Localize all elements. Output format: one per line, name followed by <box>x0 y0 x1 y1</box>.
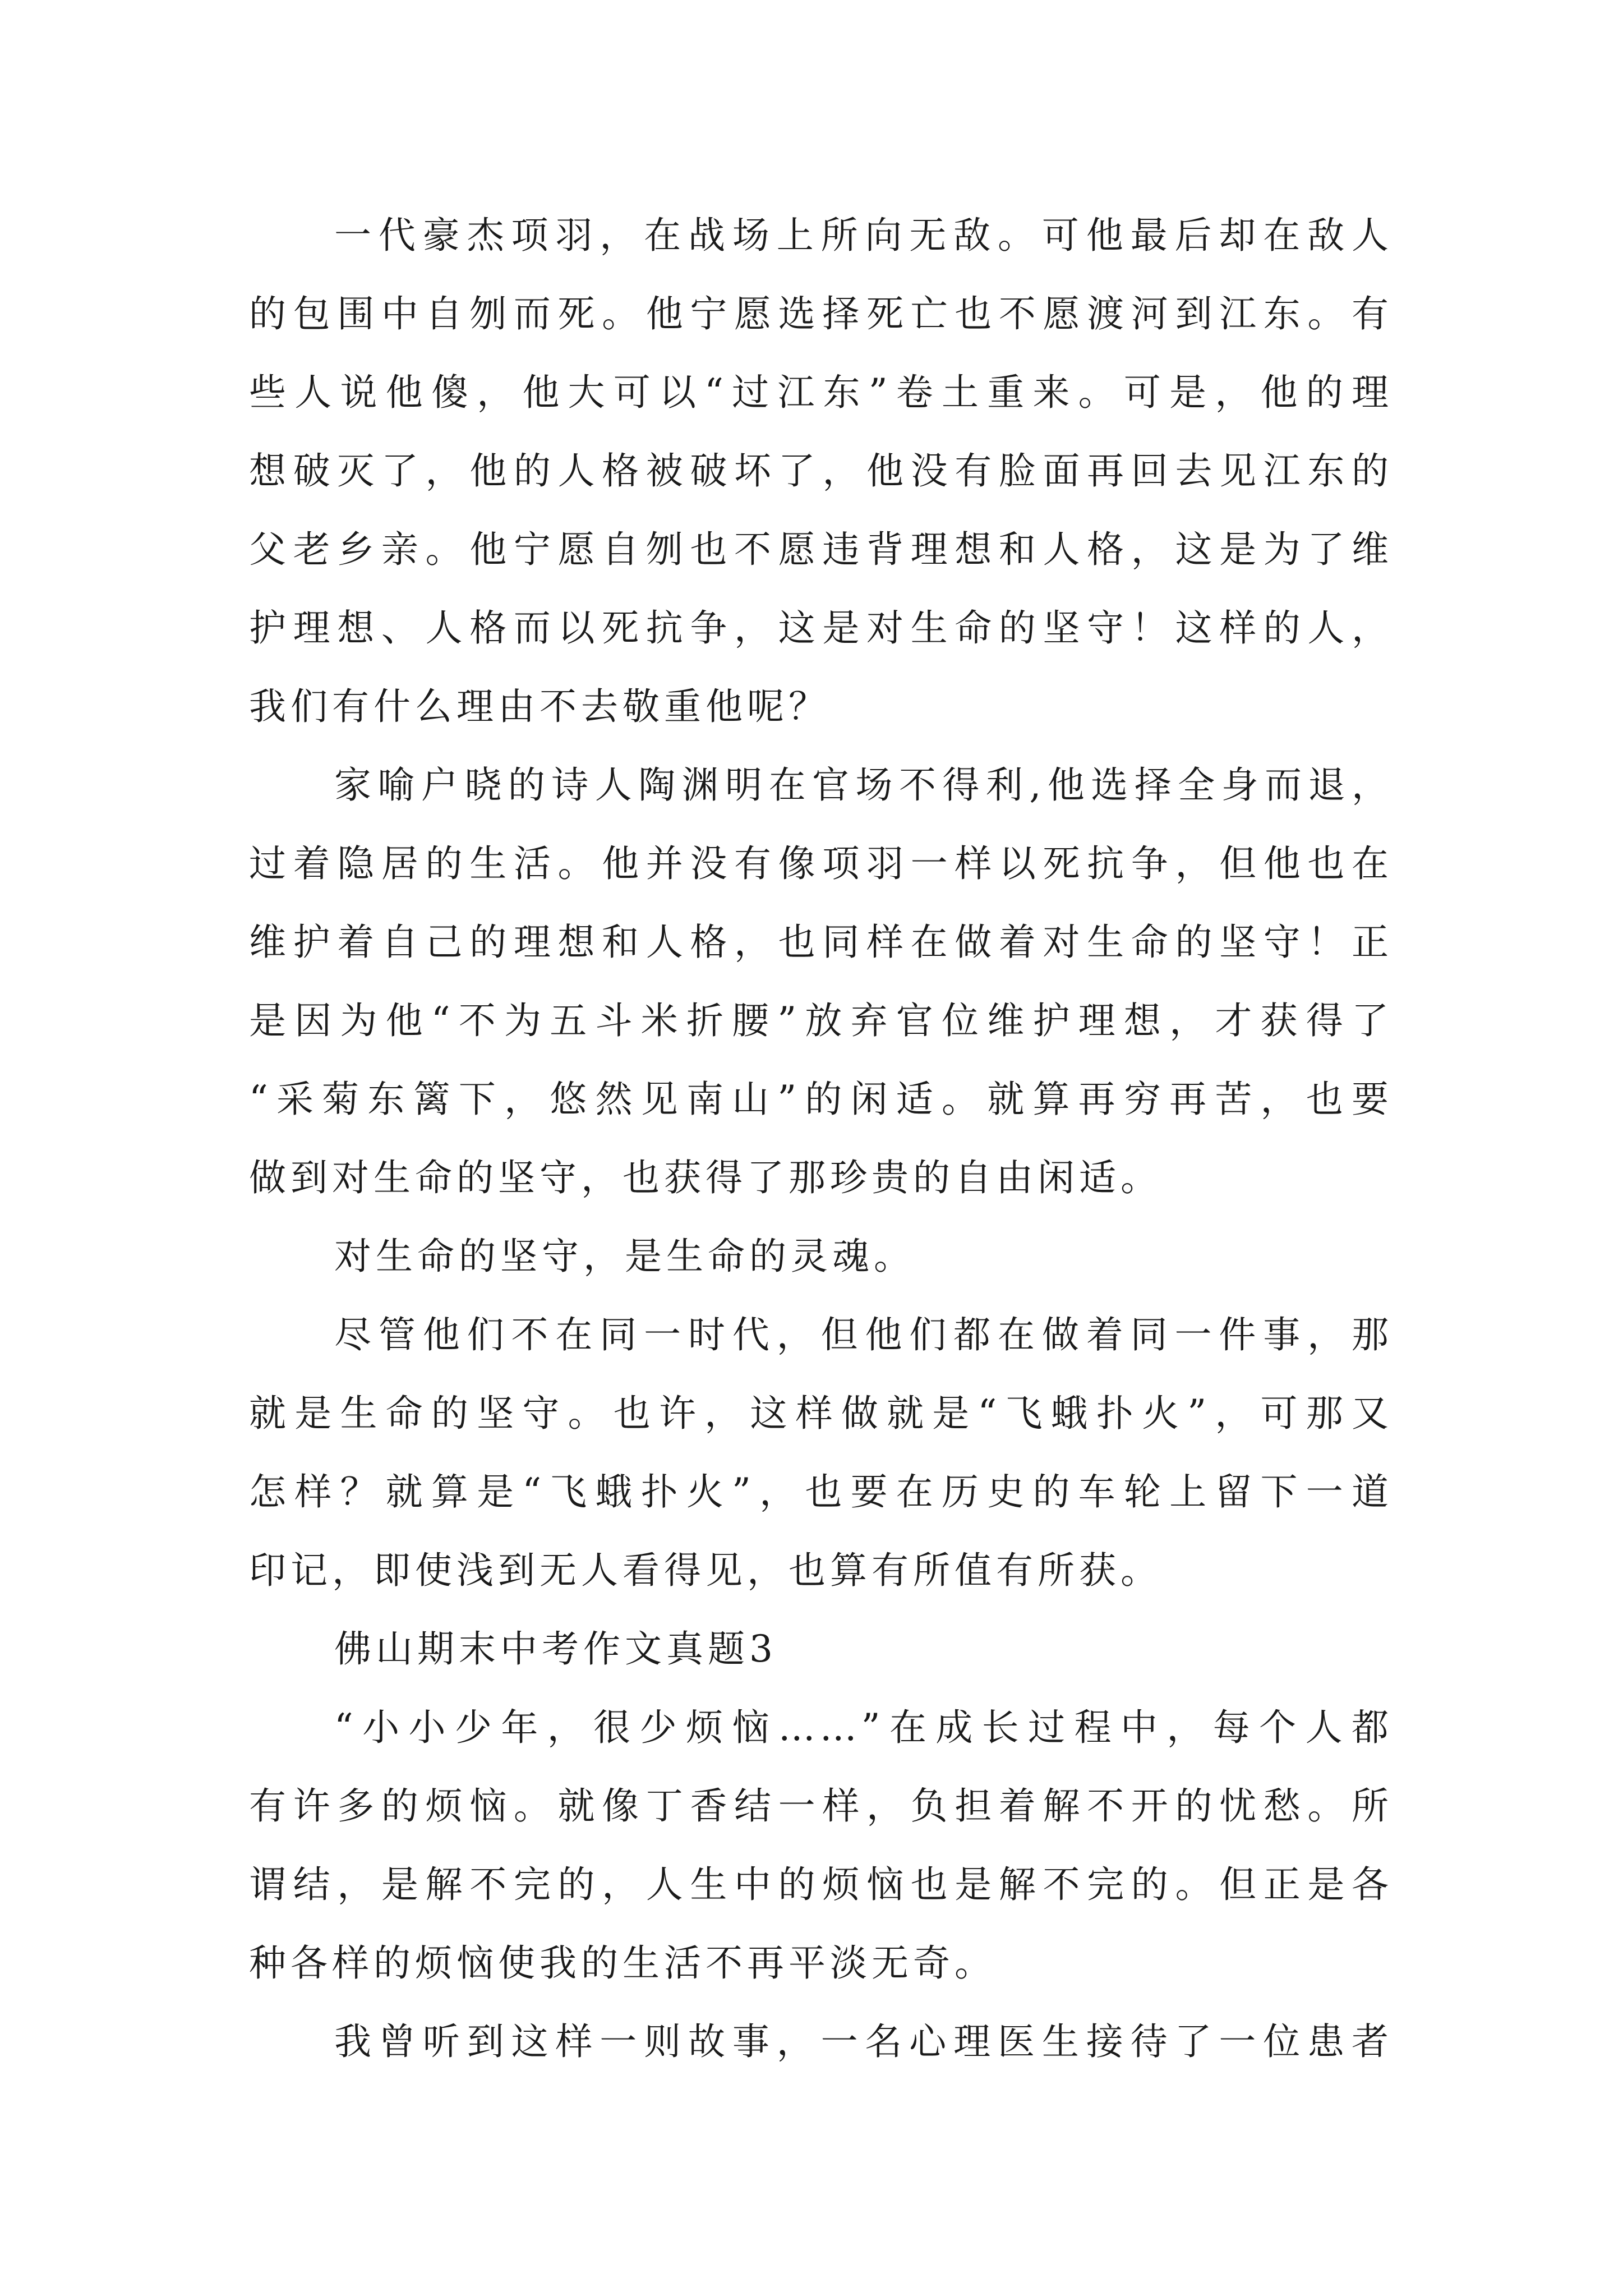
text-line: 种各样的烦恼使我的生活不再平淡无奇。 <box>249 1941 996 1985</box>
text-line: 谓结，是解不完的，人生中的烦恼也是解不完的。但正是各 <box>249 1863 1393 1906</box>
text-line: 过着隐居的生活。他并没有像项羽一样以死抗争，但他也在 <box>249 842 1393 885</box>
text-line: 尽管他们不在同一时代，但他们都在做着同一件事，那 <box>334 1313 1393 1356</box>
text-line: 想破灭了，他的人格被破坏了，他没有脸面再回去见江东的 <box>249 449 1393 493</box>
text-line: 有许多的烦恼。就像丁香结一样，负担着解不开的忧愁。所 <box>249 1784 1393 1828</box>
text-line: 印记，即使浅到无人看得见，也算有所值有所获。 <box>249 1549 1162 1592</box>
text-line: 些人说他傻，他大可以“过江东”卷土重来。可是，他的理 <box>249 371 1393 414</box>
text-line: 父老乡亲。他宁愿自刎也不愿违背理想和人格，这是为了维 <box>249 528 1393 571</box>
text-line: 的包围中自刎而死。他宁愿选择死亡也不愿渡河到江东。有 <box>249 292 1393 335</box>
text-line: 怎样？就算是“飞蛾扑火”，也要在历史的车轮上留下一道 <box>249 1470 1393 1513</box>
text-line: “采菊东篱下，悠然见南山”的闲适。就算再穷再苦，也要 <box>249 1078 1393 1121</box>
text-line: “小小少年，很少烦恼……”在成长过程中，每个人都 <box>334 1706 1393 1749</box>
text-line: 家喻户晓的诗人陶渊明在官场不得利,他选择全身而退， <box>334 763 1393 807</box>
text-line: 我们有什么理由不去敬重他呢？ <box>249 685 830 728</box>
text-line: 护理想、人格而以死抗争，这是对生命的坚守！这样的人， <box>249 606 1393 650</box>
text-line: 我曾听到这样一则故事，一名心理医生接待了一位患者 <box>334 2020 1393 2063</box>
text-line: 就是生命的坚守。也许，这样做就是“飞蛾扑火”，可那又 <box>249 1392 1393 1435</box>
text-line: 是因为他“不为五斗米折腰”放弃官位维护理想，才获得了 <box>249 999 1393 1042</box>
section-heading: 佛山期末中考作文真题3 <box>334 1627 777 1671</box>
text-line: 一代豪杰项羽，在战场上所向无敌。可他最后却在敌人 <box>334 214 1393 257</box>
text-line: 做到对生命的坚守，也获得了那珍贵的自由闲适。 <box>249 1156 1162 1199</box>
text-line: 对生命的坚守，是生命的灵魂。 <box>334 1235 915 1278</box>
text-line: 维护着自己的理想和人格，也同样在做着对生命的坚守！正 <box>249 921 1393 964</box>
